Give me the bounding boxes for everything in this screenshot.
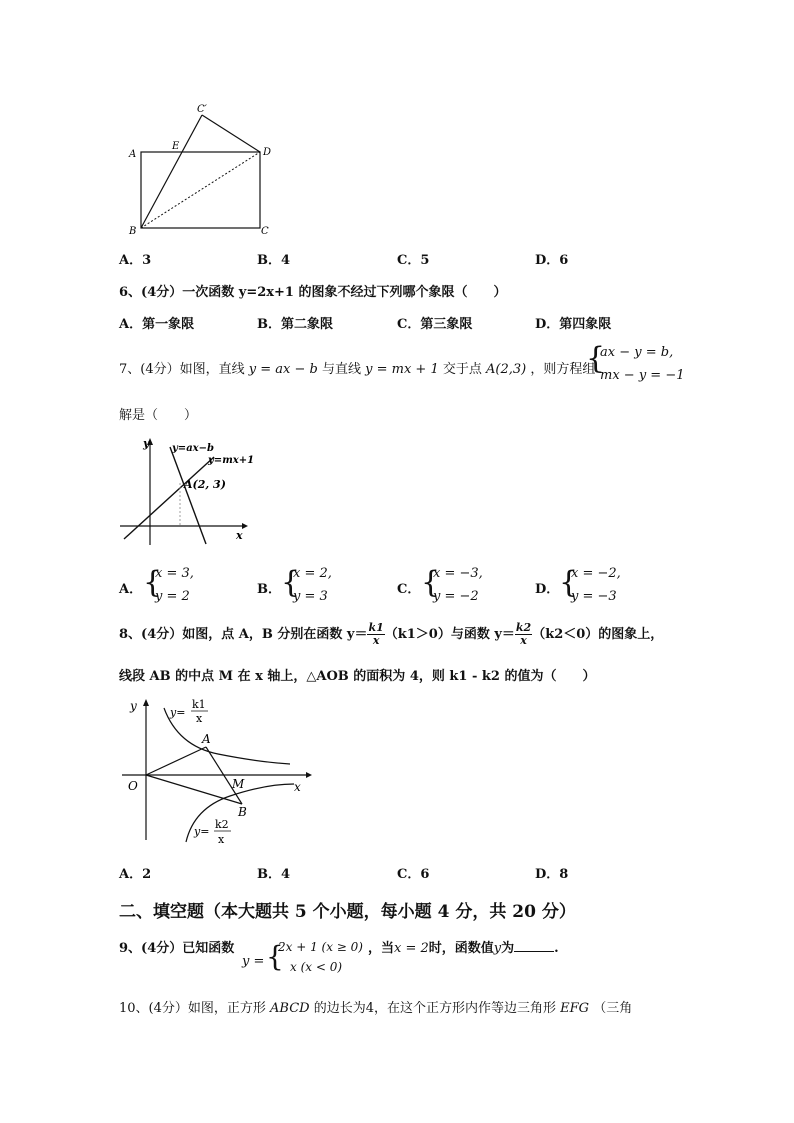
q7-option-b-brace: { — [281, 565, 301, 600]
label-C: C — [261, 226, 269, 237]
q8-label-y: y — [130, 699, 137, 713]
q6-options — [119, 313, 679, 333]
q8-stem-line1 — [119, 622, 663, 652]
label-D: D — [263, 147, 272, 158]
q8-func2-x: x — [218, 833, 225, 846]
label-C-prime: C′ — [197, 104, 207, 115]
q9-text-4: 为 — [501, 941, 515, 956]
q9-cond: x = 2 — [394, 941, 429, 956]
q8-option-c[interactable]: C．6 — [397, 867, 430, 882]
q7-option-b-letter: B． — [257, 582, 281, 597]
q7-point: A(2,3) — [486, 362, 527, 377]
q8-options — [119, 863, 679, 883]
q7-option-d-brace: { — [559, 565, 579, 600]
q7-text-3: 交于点 — [442, 362, 482, 377]
label-A: A — [129, 149, 137, 160]
q8-label-B: B — [238, 805, 247, 819]
q9-text-3: 时，函数值 — [428, 941, 494, 956]
q8-stem-line2: 线段 AB 的中点 M 在 x 轴上，△AOB 的面积为 4，则 k1 - k2 的值为（ ） — [119, 669, 596, 684]
q8-frac2-num: k2 — [515, 621, 532, 634]
q7-option-a-line2: y = 2 — [155, 589, 190, 604]
q7-option-a[interactable] — [119, 562, 239, 610]
q9-piece-lhs: y = — [242, 954, 265, 969]
q7-option-b-line2: y = 3 — [293, 589, 328, 604]
q7-options — [119, 562, 679, 610]
q7-option-a-letter: A． — [119, 582, 143, 597]
diagonal-BD — [141, 152, 260, 228]
q9-piece-2: x (x < 0) — [290, 960, 343, 974]
q9-piece-brace: { — [266, 940, 284, 973]
q7-option-b[interactable] — [257, 562, 377, 610]
q7-label-ax-b: y=ax−b — [172, 443, 215, 454]
q7-system — [586, 342, 686, 388]
q8-func1-x: x — [196, 712, 203, 725]
q7-label-x: x — [236, 529, 243, 542]
q8-option-d[interactable]: D．8 — [535, 867, 569, 882]
q8-label-x: x — [294, 780, 301, 794]
q5-option-b[interactable]: B．4 — [257, 253, 291, 268]
q7-text-1: 7、(4分）如图，直线 — [119, 362, 245, 377]
q8-label-A: A — [202, 732, 211, 746]
q7-option-c[interactable] — [397, 562, 517, 610]
q10-stem — [119, 997, 632, 1016]
q6-option-a[interactable]: A．第一象限 — [119, 317, 195, 332]
q7-label-y: y — [143, 437, 150, 450]
q6-option-b[interactable]: B．第二象限 — [257, 317, 333, 332]
q7-option-d-line1: x = −2, — [571, 566, 621, 581]
q8-func1-y: y= — [170, 706, 186, 719]
q8-func1-k1: k1 — [192, 698, 206, 711]
q7-stem — [119, 358, 595, 377]
q7-option-d-line2: y = −3 — [571, 589, 617, 604]
q8-y-arrow — [143, 699, 149, 706]
q5-option-c[interactable]: C．5 — [397, 253, 430, 268]
q7-line-ax-b — [170, 447, 206, 544]
q7-option-a-brace: { — [143, 565, 163, 600]
q8-label-O: O — [128, 779, 138, 793]
q10-text-2: 的边长为4，在这个正方形内作等边三角形 — [313, 1001, 557, 1016]
label-E: E — [172, 141, 180, 152]
q7-label-mx-1: y=mx+1 — [208, 455, 255, 466]
q10-text-3: （三角 — [593, 1001, 633, 1016]
q7-figure — [118, 435, 258, 550]
q7-option-a-line1: x = 3, — [155, 566, 194, 581]
q5-option-a[interactable]: A．3 — [119, 253, 152, 268]
q8-segment-OA — [146, 747, 206, 775]
q10-text-1: 10、(4分）如图，正方形 — [119, 1001, 266, 1016]
q7-line-mx-1 — [124, 457, 214, 539]
q7-line1: y = ax − b — [248, 362, 318, 377]
segment-BC-prime — [141, 115, 202, 228]
q5-option-d[interactable]: D．6 — [535, 253, 569, 268]
q7-x-arrow — [242, 523, 248, 529]
q8-text-3: （k2＜0）的图象上， — [532, 627, 664, 642]
q8-frac2 — [515, 622, 532, 647]
q9-answer-blank[interactable] — [514, 939, 554, 952]
q7-option-b-line1: x = 2, — [293, 566, 332, 581]
q8-text-1: 8、(4分）如图，点 A，B 分别在函数 y＝ — [119, 627, 368, 642]
q9-stem-rest — [368, 937, 559, 956]
q6-option-d[interactable]: D．第四象限 — [535, 317, 612, 332]
segment-C-prime-D — [202, 115, 260, 152]
q7-option-c-brace: { — [421, 565, 441, 600]
q7-system-brace: { — [586, 341, 606, 376]
q7-option-d-letter: D． — [535, 582, 560, 597]
q7-option-c-line1: x = −3, — [433, 566, 483, 581]
q7-label-point: A(2, 3) — [184, 478, 226, 491]
q7-system-line1: ax − y = b, — [600, 345, 674, 360]
q9-end: . — [554, 941, 559, 956]
q8-figure — [118, 694, 318, 850]
label-B: B — [129, 226, 137, 237]
q8-text-2: （k1＞0）与函数 y＝ — [384, 627, 515, 642]
q7-line2: y = mx + 1 — [365, 362, 439, 377]
section-2-title: 二、填空题（本大题共 5 个小题，每小题 4 分，共 20 分） — [119, 902, 576, 922]
q8-frac1-den: x — [372, 634, 380, 647]
q8-frac2-den: x — [520, 634, 527, 647]
q7-text-2: 与直线 — [321, 362, 361, 377]
q5-options — [119, 249, 679, 269]
q7-text-4: ，则方程组 — [530, 362, 596, 377]
q8-segment-OB — [146, 775, 242, 804]
q6-stem: 6、(4分）一次函数 y=2x+1 的图象不经过下列哪个象限（ ） — [119, 285, 507, 300]
q8-frac1-num: k1 — [368, 621, 384, 634]
q8-func2-k2: k2 — [215, 818, 229, 831]
q8-frac1 — [367, 622, 384, 647]
q7-system-line2: mx − y = −1 — [600, 368, 685, 383]
q6-option-c[interactable]: C．第三象限 — [397, 317, 473, 332]
q7-option-c-letter: C． — [397, 582, 421, 597]
q8-label-M: M — [232, 777, 245, 791]
q10-triangle: EFG — [560, 1001, 590, 1016]
q9-piecewise — [240, 936, 380, 980]
q9-piece-1: 2x + 1 (x ≥ 0) — [278, 940, 363, 954]
q8-x-arrow — [306, 772, 312, 778]
q7-option-d[interactable] — [535, 562, 655, 610]
q8-option-b[interactable]: B．4 — [257, 867, 291, 882]
q5-figure — [125, 100, 285, 240]
q10-square: ABCD — [270, 1001, 310, 1016]
q9-text-1: 9、(4分）已知函数 — [119, 941, 235, 956]
q8-option-a[interactable]: A．2 — [119, 867, 152, 882]
q9-var: y — [493, 941, 502, 956]
q7-option-c-line2: y = −2 — [433, 589, 479, 604]
q7-stem-end: 解是（ ） — [119, 408, 198, 423]
q8-func2-y: y= — [194, 825, 210, 838]
q9-text-2: ，当 — [368, 941, 395, 956]
